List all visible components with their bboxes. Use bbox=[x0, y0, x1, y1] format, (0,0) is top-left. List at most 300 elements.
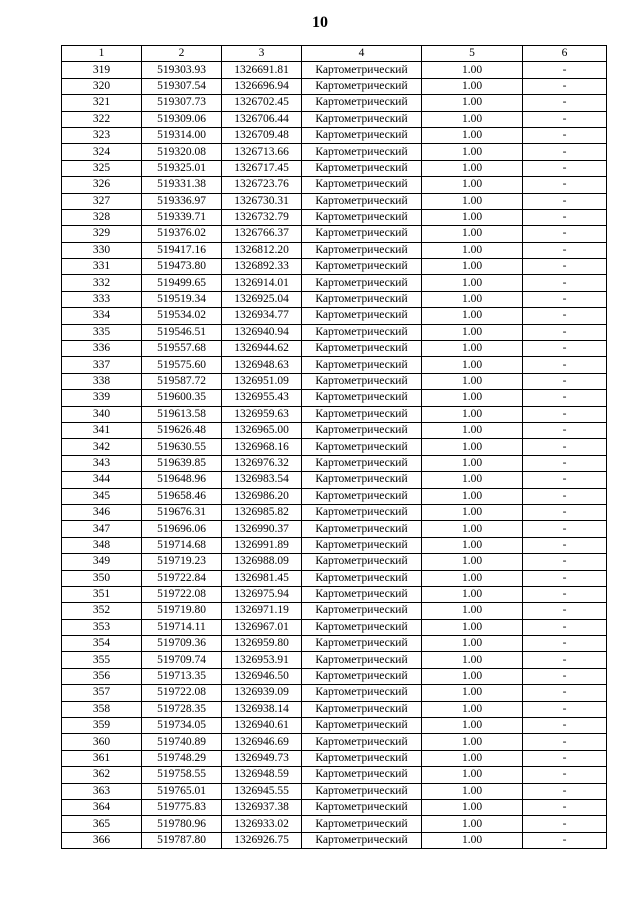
table-row bbox=[62, 586, 607, 602]
table-row bbox=[62, 816, 607, 832]
table-row bbox=[62, 619, 607, 635]
table-row bbox=[62, 341, 607, 357]
note-cell: - bbox=[523, 144, 607, 160]
note-cell: - bbox=[523, 783, 607, 799]
point-number-cell: 352 bbox=[62, 603, 142, 619]
note-cell: - bbox=[523, 701, 607, 717]
point-number-cell: 358 bbox=[62, 701, 142, 717]
method-cell: Картометрический bbox=[302, 521, 422, 537]
note-cell: - bbox=[523, 718, 607, 734]
table-row bbox=[62, 570, 607, 586]
accuracy-cell: 1.00 bbox=[422, 537, 523, 553]
x-coordinate-cell: 519303.93 bbox=[142, 62, 222, 78]
accuracy-cell: 1.00 bbox=[422, 668, 523, 684]
point-number-cell: 353 bbox=[62, 619, 142, 635]
note-cell: - bbox=[523, 455, 607, 471]
x-coordinate-cell: 519613.58 bbox=[142, 406, 222, 422]
note-cell: - bbox=[523, 341, 607, 357]
x-coordinate-cell: 519417.16 bbox=[142, 242, 222, 258]
point-number-cell: 362 bbox=[62, 767, 142, 783]
y-coordinate-cell: 1326926.75 bbox=[222, 832, 302, 848]
x-coordinate-cell: 519728.35 bbox=[142, 701, 222, 717]
accuracy-cell: 1.00 bbox=[422, 685, 523, 701]
y-coordinate-cell: 1326959.80 bbox=[222, 636, 302, 652]
method-cell: Картометрический bbox=[302, 570, 422, 586]
x-coordinate-cell: 519639.85 bbox=[142, 455, 222, 471]
note-cell: - bbox=[523, 832, 607, 848]
x-coordinate-cell: 519714.68 bbox=[142, 537, 222, 553]
point-number-cell: 359 bbox=[62, 718, 142, 734]
column-header-4: 4 bbox=[302, 46, 422, 62]
point-number-cell: 329 bbox=[62, 226, 142, 242]
y-coordinate-cell: 1326945.55 bbox=[222, 783, 302, 799]
note-cell: - bbox=[523, 291, 607, 307]
note-cell: - bbox=[523, 95, 607, 111]
point-number-cell: 335 bbox=[62, 324, 142, 340]
y-coordinate-cell: 1326990.37 bbox=[222, 521, 302, 537]
point-number-cell: 321 bbox=[62, 95, 142, 111]
method-cell: Картометрический bbox=[302, 275, 422, 291]
x-coordinate-cell: 519676.31 bbox=[142, 504, 222, 520]
method-cell: Картометрический bbox=[302, 291, 422, 307]
accuracy-cell: 1.00 bbox=[422, 111, 523, 127]
table-row bbox=[62, 504, 607, 520]
y-coordinate-cell: 1326812.20 bbox=[222, 242, 302, 258]
accuracy-cell: 1.00 bbox=[422, 127, 523, 143]
point-number-cell: 340 bbox=[62, 406, 142, 422]
x-coordinate-cell: 519758.55 bbox=[142, 767, 222, 783]
point-number-cell: 348 bbox=[62, 537, 142, 553]
x-coordinate-cell: 519331.38 bbox=[142, 177, 222, 193]
note-cell: - bbox=[523, 537, 607, 553]
note-cell: - bbox=[523, 422, 607, 438]
method-cell: Картометрический bbox=[302, 816, 422, 832]
point-number-cell: 338 bbox=[62, 373, 142, 389]
x-coordinate-cell: 519780.96 bbox=[142, 816, 222, 832]
y-coordinate-cell: 1326946.50 bbox=[222, 668, 302, 684]
accuracy-cell: 1.00 bbox=[422, 750, 523, 766]
point-number-cell: 366 bbox=[62, 832, 142, 848]
accuracy-cell: 1.00 bbox=[422, 177, 523, 193]
table-header-row bbox=[62, 46, 607, 62]
table-row bbox=[62, 767, 607, 783]
x-coordinate-cell: 519376.02 bbox=[142, 226, 222, 242]
accuracy-cell: 1.00 bbox=[422, 652, 523, 668]
point-number-cell: 333 bbox=[62, 291, 142, 307]
x-coordinate-cell: 519309.06 bbox=[142, 111, 222, 127]
method-cell: Картометрический bbox=[302, 603, 422, 619]
y-coordinate-cell: 1326723.76 bbox=[222, 177, 302, 193]
table-row bbox=[62, 144, 607, 160]
accuracy-cell: 1.00 bbox=[422, 226, 523, 242]
method-cell: Картометрический bbox=[302, 357, 422, 373]
method-cell: Картометрический bbox=[302, 685, 422, 701]
method-cell: Картометрический bbox=[302, 832, 422, 848]
y-coordinate-cell: 1326949.73 bbox=[222, 750, 302, 766]
point-number-cell: 354 bbox=[62, 636, 142, 652]
table-row bbox=[62, 406, 607, 422]
y-coordinate-cell: 1326939.09 bbox=[222, 685, 302, 701]
y-coordinate-cell: 1326944.62 bbox=[222, 341, 302, 357]
note-cell: - bbox=[523, 816, 607, 832]
point-number-cell: 327 bbox=[62, 193, 142, 209]
accuracy-cell: 1.00 bbox=[422, 619, 523, 635]
table-row bbox=[62, 111, 607, 127]
note-cell: - bbox=[523, 652, 607, 668]
y-coordinate-cell: 1326766.37 bbox=[222, 226, 302, 242]
note-cell: - bbox=[523, 308, 607, 324]
point-number-cell: 337 bbox=[62, 357, 142, 373]
table-row bbox=[62, 455, 607, 471]
column-header-5: 5 bbox=[422, 46, 523, 62]
accuracy-cell: 1.00 bbox=[422, 455, 523, 471]
x-coordinate-cell: 519722.08 bbox=[142, 685, 222, 701]
point-number-cell: 349 bbox=[62, 554, 142, 570]
note-cell: - bbox=[523, 226, 607, 242]
point-number-cell: 330 bbox=[62, 242, 142, 258]
method-cell: Картометрический bbox=[302, 160, 422, 176]
table-row bbox=[62, 127, 607, 143]
y-coordinate-cell: 1326938.14 bbox=[222, 701, 302, 717]
point-number-cell: 326 bbox=[62, 177, 142, 193]
method-cell: Картометрический bbox=[302, 554, 422, 570]
accuracy-cell: 1.00 bbox=[422, 832, 523, 848]
y-coordinate-cell: 1326968.16 bbox=[222, 439, 302, 455]
y-coordinate-cell: 1326940.61 bbox=[222, 718, 302, 734]
note-cell: - bbox=[523, 259, 607, 275]
note-cell: - bbox=[523, 636, 607, 652]
table-row bbox=[62, 488, 607, 504]
table-row bbox=[62, 62, 607, 78]
x-coordinate-cell: 519600.35 bbox=[142, 390, 222, 406]
accuracy-cell: 1.00 bbox=[422, 586, 523, 602]
accuracy-cell: 1.00 bbox=[422, 472, 523, 488]
note-cell: - bbox=[523, 554, 607, 570]
y-coordinate-cell: 1326986.20 bbox=[222, 488, 302, 504]
x-coordinate-cell: 519719.80 bbox=[142, 603, 222, 619]
note-cell: - bbox=[523, 767, 607, 783]
x-coordinate-cell: 519748.29 bbox=[142, 750, 222, 766]
accuracy-cell: 1.00 bbox=[422, 291, 523, 307]
x-coordinate-cell: 519734.05 bbox=[142, 718, 222, 734]
note-cell: - bbox=[523, 685, 607, 701]
table-row bbox=[62, 554, 607, 570]
point-number-cell: 325 bbox=[62, 160, 142, 176]
method-cell: Картометрический bbox=[302, 586, 422, 602]
x-coordinate-cell: 519519.34 bbox=[142, 291, 222, 307]
x-coordinate-cell: 519339.71 bbox=[142, 209, 222, 225]
point-number-cell: 347 bbox=[62, 521, 142, 537]
y-coordinate-cell: 1326937.38 bbox=[222, 799, 302, 815]
note-cell: - bbox=[523, 357, 607, 373]
accuracy-cell: 1.00 bbox=[422, 422, 523, 438]
y-coordinate-cell: 1326953.91 bbox=[222, 652, 302, 668]
y-coordinate-cell: 1326991.89 bbox=[222, 537, 302, 553]
x-coordinate-cell: 519714.11 bbox=[142, 619, 222, 635]
note-cell: - bbox=[523, 586, 607, 602]
accuracy-cell: 1.00 bbox=[422, 62, 523, 78]
table-row bbox=[62, 291, 607, 307]
y-coordinate-cell: 1326988.09 bbox=[222, 554, 302, 570]
accuracy-cell: 1.00 bbox=[422, 193, 523, 209]
table-body bbox=[62, 62, 607, 849]
accuracy-cell: 1.00 bbox=[422, 488, 523, 504]
method-cell: Картометрический bbox=[302, 783, 422, 799]
accuracy-cell: 1.00 bbox=[422, 78, 523, 94]
note-cell: - bbox=[523, 177, 607, 193]
method-cell: Картометрический bbox=[302, 652, 422, 668]
accuracy-cell: 1.00 bbox=[422, 636, 523, 652]
note-cell: - bbox=[523, 373, 607, 389]
x-coordinate-cell: 519775.83 bbox=[142, 799, 222, 815]
y-coordinate-cell: 1326713.66 bbox=[222, 144, 302, 160]
note-cell: - bbox=[523, 193, 607, 209]
point-number-cell: 365 bbox=[62, 816, 142, 832]
table-row bbox=[62, 652, 607, 668]
method-cell: Картометрический bbox=[302, 242, 422, 258]
method-cell: Картометрический bbox=[302, 799, 422, 815]
method-cell: Картометрический bbox=[302, 95, 422, 111]
x-coordinate-cell: 519307.54 bbox=[142, 78, 222, 94]
x-coordinate-cell: 519336.97 bbox=[142, 193, 222, 209]
point-number-cell: 319 bbox=[62, 62, 142, 78]
x-coordinate-cell: 519765.01 bbox=[142, 783, 222, 799]
note-cell: - bbox=[523, 160, 607, 176]
x-coordinate-cell: 519658.46 bbox=[142, 488, 222, 504]
method-cell: Картометрический bbox=[302, 259, 422, 275]
point-number-cell: 357 bbox=[62, 685, 142, 701]
table-row bbox=[62, 636, 607, 652]
y-coordinate-cell: 1326959.63 bbox=[222, 406, 302, 422]
y-coordinate-cell: 1326948.63 bbox=[222, 357, 302, 373]
y-coordinate-cell: 1326696.94 bbox=[222, 78, 302, 94]
table-row bbox=[62, 95, 607, 111]
y-coordinate-cell: 1326940.94 bbox=[222, 324, 302, 340]
y-coordinate-cell: 1326975.94 bbox=[222, 586, 302, 602]
method-cell: Картометрический bbox=[302, 127, 422, 143]
note-cell: - bbox=[523, 521, 607, 537]
coordinates-table bbox=[61, 45, 607, 849]
y-coordinate-cell: 1326732.79 bbox=[222, 209, 302, 225]
accuracy-cell: 1.00 bbox=[422, 341, 523, 357]
column-header-2: 2 bbox=[142, 46, 222, 62]
note-cell: - bbox=[523, 78, 607, 94]
table-row bbox=[62, 324, 607, 340]
point-number-cell: 343 bbox=[62, 455, 142, 471]
method-cell: Картометрический bbox=[302, 62, 422, 78]
x-coordinate-cell: 519719.23 bbox=[142, 554, 222, 570]
note-cell: - bbox=[523, 439, 607, 455]
accuracy-cell: 1.00 bbox=[422, 95, 523, 111]
x-coordinate-cell: 519473.80 bbox=[142, 259, 222, 275]
method-cell: Картометрический bbox=[302, 636, 422, 652]
x-coordinate-cell: 519722.84 bbox=[142, 570, 222, 586]
accuracy-cell: 1.00 bbox=[422, 373, 523, 389]
column-header-1: 1 bbox=[62, 46, 142, 62]
x-coordinate-cell: 519722.08 bbox=[142, 586, 222, 602]
point-number-cell: 361 bbox=[62, 750, 142, 766]
method-cell: Картометрический bbox=[302, 537, 422, 553]
method-cell: Картометрический bbox=[302, 619, 422, 635]
table-row bbox=[62, 275, 607, 291]
x-coordinate-cell: 519787.80 bbox=[142, 832, 222, 848]
method-cell: Картометрический bbox=[302, 390, 422, 406]
method-cell: Картометрический bbox=[302, 668, 422, 684]
note-cell: - bbox=[523, 390, 607, 406]
table-row bbox=[62, 177, 607, 193]
point-number-cell: 360 bbox=[62, 734, 142, 750]
x-coordinate-cell: 519648.96 bbox=[142, 472, 222, 488]
column-header-3: 3 bbox=[222, 46, 302, 62]
y-coordinate-cell: 1326706.44 bbox=[222, 111, 302, 127]
point-number-cell: 331 bbox=[62, 259, 142, 275]
method-cell: Картометрический bbox=[302, 472, 422, 488]
table-row bbox=[62, 242, 607, 258]
accuracy-cell: 1.00 bbox=[422, 160, 523, 176]
point-number-cell: 363 bbox=[62, 783, 142, 799]
point-number-cell: 351 bbox=[62, 586, 142, 602]
y-coordinate-cell: 1326965.00 bbox=[222, 422, 302, 438]
method-cell: Картометрический bbox=[302, 422, 422, 438]
note-cell: - bbox=[523, 668, 607, 684]
y-coordinate-cell: 1326914.01 bbox=[222, 275, 302, 291]
method-cell: Картометрический bbox=[302, 308, 422, 324]
table-row bbox=[62, 783, 607, 799]
method-cell: Картометрический bbox=[302, 488, 422, 504]
x-coordinate-cell: 519325.01 bbox=[142, 160, 222, 176]
method-cell: Картометрический bbox=[302, 767, 422, 783]
method-cell: Картометрический bbox=[302, 226, 422, 242]
accuracy-cell: 1.00 bbox=[422, 701, 523, 717]
note-cell: - bbox=[523, 504, 607, 520]
x-coordinate-cell: 519626.48 bbox=[142, 422, 222, 438]
table-row bbox=[62, 750, 607, 766]
accuracy-cell: 1.00 bbox=[422, 718, 523, 734]
point-number-cell: 323 bbox=[62, 127, 142, 143]
method-cell: Картометрический bbox=[302, 209, 422, 225]
y-coordinate-cell: 1326985.82 bbox=[222, 504, 302, 520]
y-coordinate-cell: 1326967.01 bbox=[222, 619, 302, 635]
table-row bbox=[62, 521, 607, 537]
point-number-cell: 336 bbox=[62, 341, 142, 357]
note-cell: - bbox=[523, 324, 607, 340]
accuracy-cell: 1.00 bbox=[422, 259, 523, 275]
y-coordinate-cell: 1326730.31 bbox=[222, 193, 302, 209]
accuracy-cell: 1.00 bbox=[422, 242, 523, 258]
note-cell: - bbox=[523, 603, 607, 619]
point-number-cell: 342 bbox=[62, 439, 142, 455]
note-cell: - bbox=[523, 209, 607, 225]
table-row bbox=[62, 193, 607, 209]
accuracy-cell: 1.00 bbox=[422, 570, 523, 586]
table-row bbox=[62, 422, 607, 438]
method-cell: Картометрический bbox=[302, 341, 422, 357]
accuracy-cell: 1.00 bbox=[422, 521, 523, 537]
y-coordinate-cell: 1326934.77 bbox=[222, 308, 302, 324]
page-number: 10 bbox=[312, 14, 328, 31]
x-coordinate-cell: 519534.02 bbox=[142, 308, 222, 324]
method-cell: Картометрический bbox=[302, 144, 422, 160]
accuracy-cell: 1.00 bbox=[422, 603, 523, 619]
x-coordinate-cell: 519696.06 bbox=[142, 521, 222, 537]
method-cell: Картометрический bbox=[302, 439, 422, 455]
table-row bbox=[62, 537, 607, 553]
note-cell: - bbox=[523, 127, 607, 143]
table-row bbox=[62, 668, 607, 684]
y-coordinate-cell: 1326892.33 bbox=[222, 259, 302, 275]
table-row bbox=[62, 439, 607, 455]
y-coordinate-cell: 1326976.32 bbox=[222, 455, 302, 471]
point-number-cell: 324 bbox=[62, 144, 142, 160]
accuracy-cell: 1.00 bbox=[422, 816, 523, 832]
note-cell: - bbox=[523, 242, 607, 258]
accuracy-cell: 1.00 bbox=[422, 308, 523, 324]
point-number-cell: 355 bbox=[62, 652, 142, 668]
x-coordinate-cell: 519713.35 bbox=[142, 668, 222, 684]
x-coordinate-cell: 519546.51 bbox=[142, 324, 222, 340]
method-cell: Картометрический bbox=[302, 734, 422, 750]
x-coordinate-cell: 519557.68 bbox=[142, 341, 222, 357]
note-cell: - bbox=[523, 570, 607, 586]
point-number-cell: 320 bbox=[62, 78, 142, 94]
accuracy-cell: 1.00 bbox=[422, 209, 523, 225]
accuracy-cell: 1.00 bbox=[422, 324, 523, 340]
accuracy-cell: 1.00 bbox=[422, 734, 523, 750]
x-coordinate-cell: 519709.36 bbox=[142, 636, 222, 652]
note-cell: - bbox=[523, 734, 607, 750]
table-row bbox=[62, 209, 607, 225]
table-row bbox=[62, 357, 607, 373]
method-cell: Картометрический bbox=[302, 750, 422, 766]
accuracy-cell: 1.00 bbox=[422, 767, 523, 783]
y-coordinate-cell: 1326691.81 bbox=[222, 62, 302, 78]
y-coordinate-cell: 1326933.02 bbox=[222, 816, 302, 832]
table-row bbox=[62, 390, 607, 406]
x-coordinate-cell: 519320.08 bbox=[142, 144, 222, 160]
method-cell: Картометрический bbox=[302, 455, 422, 471]
y-coordinate-cell: 1326983.54 bbox=[222, 472, 302, 488]
table-row bbox=[62, 160, 607, 176]
table-row bbox=[62, 734, 607, 750]
x-coordinate-cell: 519587.72 bbox=[142, 373, 222, 389]
method-cell: Картометрический bbox=[302, 177, 422, 193]
x-coordinate-cell: 519307.73 bbox=[142, 95, 222, 111]
point-number-cell: 346 bbox=[62, 504, 142, 520]
x-coordinate-cell: 519709.74 bbox=[142, 652, 222, 668]
method-cell: Картометрический bbox=[302, 324, 422, 340]
x-coordinate-cell: 519575.60 bbox=[142, 357, 222, 373]
method-cell: Картометрический bbox=[302, 111, 422, 127]
y-coordinate-cell: 1326948.59 bbox=[222, 767, 302, 783]
table-row bbox=[62, 308, 607, 324]
accuracy-cell: 1.00 bbox=[422, 554, 523, 570]
method-cell: Картометрический bbox=[302, 373, 422, 389]
table-row bbox=[62, 78, 607, 94]
method-cell: Картометрический bbox=[302, 78, 422, 94]
accuracy-cell: 1.00 bbox=[422, 144, 523, 160]
method-cell: Картометрический bbox=[302, 406, 422, 422]
point-number-cell: 356 bbox=[62, 668, 142, 684]
note-cell: - bbox=[523, 750, 607, 766]
point-number-cell: 334 bbox=[62, 308, 142, 324]
y-coordinate-cell: 1326946.69 bbox=[222, 734, 302, 750]
y-coordinate-cell: 1326981.45 bbox=[222, 570, 302, 586]
y-coordinate-cell: 1326971.19 bbox=[222, 603, 302, 619]
table-row bbox=[62, 603, 607, 619]
method-cell: Картометрический bbox=[302, 193, 422, 209]
note-cell: - bbox=[523, 488, 607, 504]
point-number-cell: 364 bbox=[62, 799, 142, 815]
